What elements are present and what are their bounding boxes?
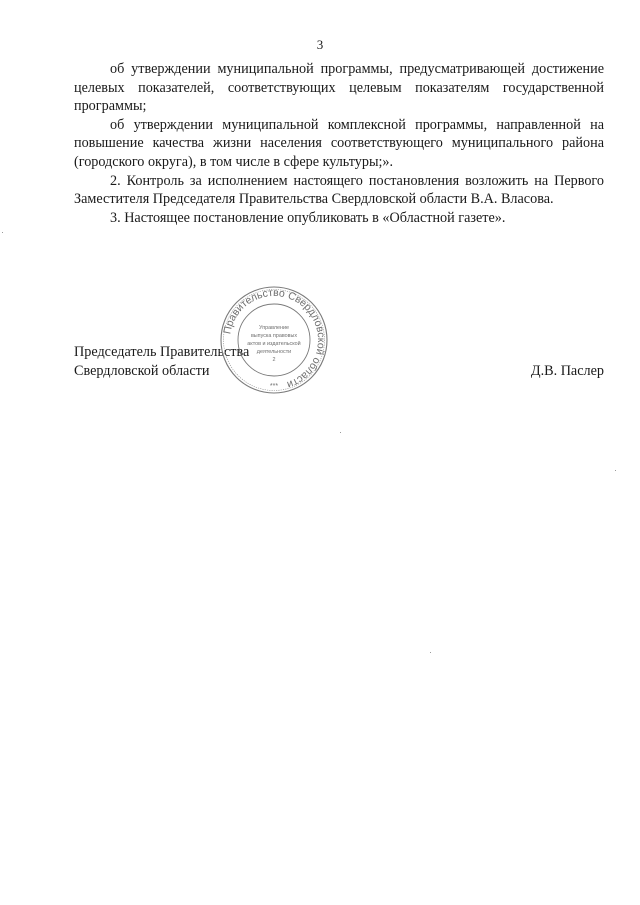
paragraph-complex-program: об утверждении муниципальной комплексной программы, направленной на повышение качества жизни населения соответствующего муниципального района (городского округа), в том числе в сфере культуры;».	[74, 116, 604, 170]
seal-inner-line-1: Управление	[259, 325, 289, 331]
paragraph-control: 2. Контроль за исполнением настоящего постановления возложить на Первого Заместителя Председателя Правительства Свердловской области В.А. Власова.	[74, 172, 604, 208]
scan-speck	[2, 232, 3, 233]
page-number: 3	[316, 37, 324, 52]
seal-bottom-mark: ***	[269, 383, 279, 390]
document-body	[74, 60, 604, 227]
signatory-position-line2: Свердловской области	[74, 362, 210, 379]
scan-speck	[615, 470, 616, 471]
seal-outer-textpath: Правительство Свердловской области	[221, 286, 328, 391]
seal-inner-line-4: деятельности	[256, 349, 292, 355]
scan-speck	[340, 432, 341, 433]
signatory-position	[74, 343, 249, 380]
paragraph-publication: 3. Настоящее постановление опубликовать в «Областной газете».	[110, 209, 506, 226]
paragraph-municipal-program: об утверждении муниципальной программы, предусматривающей достижение целевых показателей, соответствующих целевым показателям государственной программы;	[74, 61, 604, 115]
seal-inner-line-5: 2	[272, 357, 276, 363]
signatory-position-line1: Председатель Правительства	[74, 344, 250, 360]
scan-speck	[430, 652, 431, 653]
seal-inner-line-3: актов и издательской	[247, 341, 301, 347]
seal-inner-line-2: выпуска правовых	[250, 333, 298, 339]
signatory-name: Д.В. Паслер	[530, 362, 604, 379]
